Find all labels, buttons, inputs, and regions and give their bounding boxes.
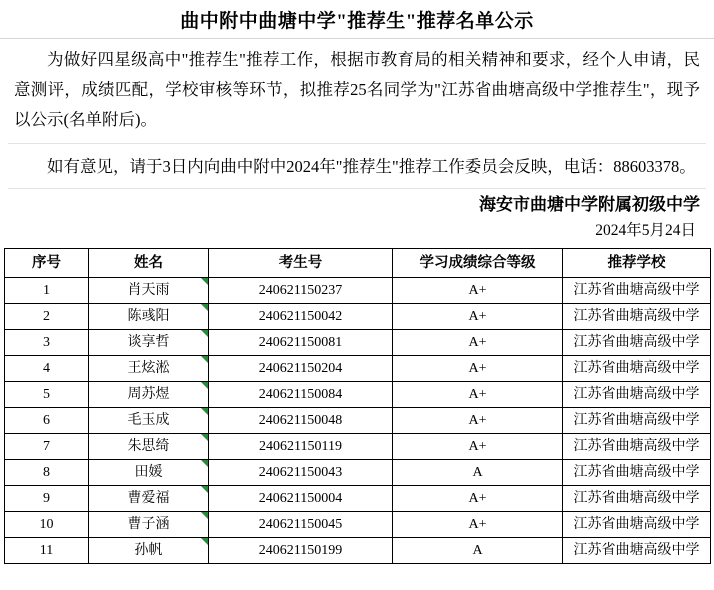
cell-exam-number: 240621150048 — [209, 408, 393, 434]
cell-grade: A+ — [393, 512, 563, 538]
cell-index: 10 — [5, 512, 89, 538]
cell-index: 5 — [5, 382, 89, 408]
cell-index: 6 — [5, 408, 89, 434]
table-row — [5, 408, 711, 434]
table-row — [5, 356, 711, 382]
signature-date: 2024年5月24日 — [595, 222, 696, 239]
table-row — [5, 304, 711, 330]
column-header-index: 序号 — [5, 249, 89, 278]
cell-school: 江苏省曲塘高级中学 — [563, 304, 711, 330]
table-row — [5, 382, 711, 408]
cell-index: 2 — [5, 304, 89, 330]
cell-school: 江苏省曲塘高级中学 — [563, 382, 711, 408]
cell-grade: A — [393, 538, 563, 564]
column-header-name: 姓名 — [89, 249, 209, 278]
column-header-exam-number: 考生号 — [209, 249, 393, 278]
cell-grade: A+ — [393, 278, 563, 304]
cell-index: 4 — [5, 356, 89, 382]
cell-grade: A+ — [393, 330, 563, 356]
cell-index: 3 — [5, 330, 89, 356]
cell-index: 11 — [5, 538, 89, 564]
cell-school: 江苏省曲塘高级中学 — [563, 486, 711, 512]
cell-name: 曹子涵 — [89, 512, 209, 538]
cell-name: 谈享哲 — [89, 330, 209, 356]
table-row — [5, 512, 711, 538]
cell-name: 王炫淞 — [89, 356, 209, 382]
cell-name: 田媛 — [89, 460, 209, 486]
table-container — [0, 244, 714, 564]
signature-block — [0, 189, 714, 244]
table-row — [5, 486, 711, 512]
body-text — [0, 39, 714, 189]
cell-grade: A — [393, 460, 563, 486]
cell-name: 陈彧阳 — [89, 304, 209, 330]
table-body — [5, 278, 711, 564]
cell-exam-number: 240621150237 — [209, 278, 393, 304]
cell-name: 肖天雨 — [89, 278, 209, 304]
cell-exam-number: 240621150084 — [209, 382, 393, 408]
cell-school: 江苏省曲塘高级中学 — [563, 512, 711, 538]
cell-grade: A+ — [393, 486, 563, 512]
cell-exam-number: 240621150045 — [209, 512, 393, 538]
cell-name: 孙帆 — [89, 538, 209, 564]
cell-index: 8 — [5, 460, 89, 486]
cell-school: 江苏省曲塘高级中学 — [563, 278, 711, 304]
paragraph-1: 为做好四星级高中"推荐生"推荐工作，根据市教育局的相关精神和要求，经个人申请，民意测评，成绩匹配，学校审核等环节，拟推荐25名同学为"江苏省曲塘高级中学推荐生"，现予以公示(名单附后)。 — [8, 39, 706, 144]
cell-index: 1 — [5, 278, 89, 304]
cell-grade: A+ — [393, 356, 563, 382]
cell-school: 江苏省曲塘高级中学 — [563, 460, 711, 486]
table-row — [5, 434, 711, 460]
cell-index: 7 — [5, 434, 89, 460]
title-row — [0, 0, 714, 39]
cell-index: 9 — [5, 486, 89, 512]
cell-school: 江苏省曲塘高级中学 — [563, 356, 711, 382]
cell-grade: A+ — [393, 408, 563, 434]
cell-grade: A+ — [393, 304, 563, 330]
cell-school: 江苏省曲塘高级中学 — [563, 434, 711, 460]
cell-school: 江苏省曲塘高级中学 — [563, 330, 711, 356]
cell-grade: A+ — [393, 434, 563, 460]
table-row — [5, 330, 711, 356]
cell-exam-number: 240621150119 — [209, 434, 393, 460]
cell-grade: A+ — [393, 382, 563, 408]
cell-exam-number: 240621150043 — [209, 460, 393, 486]
cell-exam-number: 240621150004 — [209, 486, 393, 512]
cell-name: 朱思绮 — [89, 434, 209, 460]
cell-name: 曹爱福 — [89, 486, 209, 512]
table-row — [5, 460, 711, 486]
cell-name: 毛玉成 — [89, 408, 209, 434]
cell-exam-number: 240621150199 — [209, 538, 393, 564]
cell-school: 江苏省曲塘高级中学 — [563, 538, 711, 564]
page-title: 曲中附中曲塘中学"推荐生"推荐名单公示 — [180, 10, 534, 32]
cell-exam-number: 240621150042 — [209, 304, 393, 330]
cell-name: 周苏煜 — [89, 382, 209, 408]
cell-exam-number: 240621150081 — [209, 330, 393, 356]
cell-exam-number: 240621150204 — [209, 356, 393, 382]
cell-school: 江苏省曲塘高级中学 — [563, 408, 711, 434]
signature-organization: 海安市曲塘中学附属初级中学 — [479, 195, 700, 214]
recommendation-table — [4, 248, 711, 564]
table-header-row — [5, 249, 711, 278]
paragraph-2: 如有意见，请于3日内向曲中附中2024年"推荐生"推荐工作委员会反映，电话：88603378。 — [8, 144, 706, 189]
column-header-school: 推荐学校 — [563, 249, 711, 278]
column-header-grade: 学习成绩综合等级 — [393, 249, 563, 278]
table-row — [5, 538, 711, 564]
table-row — [5, 278, 711, 304]
